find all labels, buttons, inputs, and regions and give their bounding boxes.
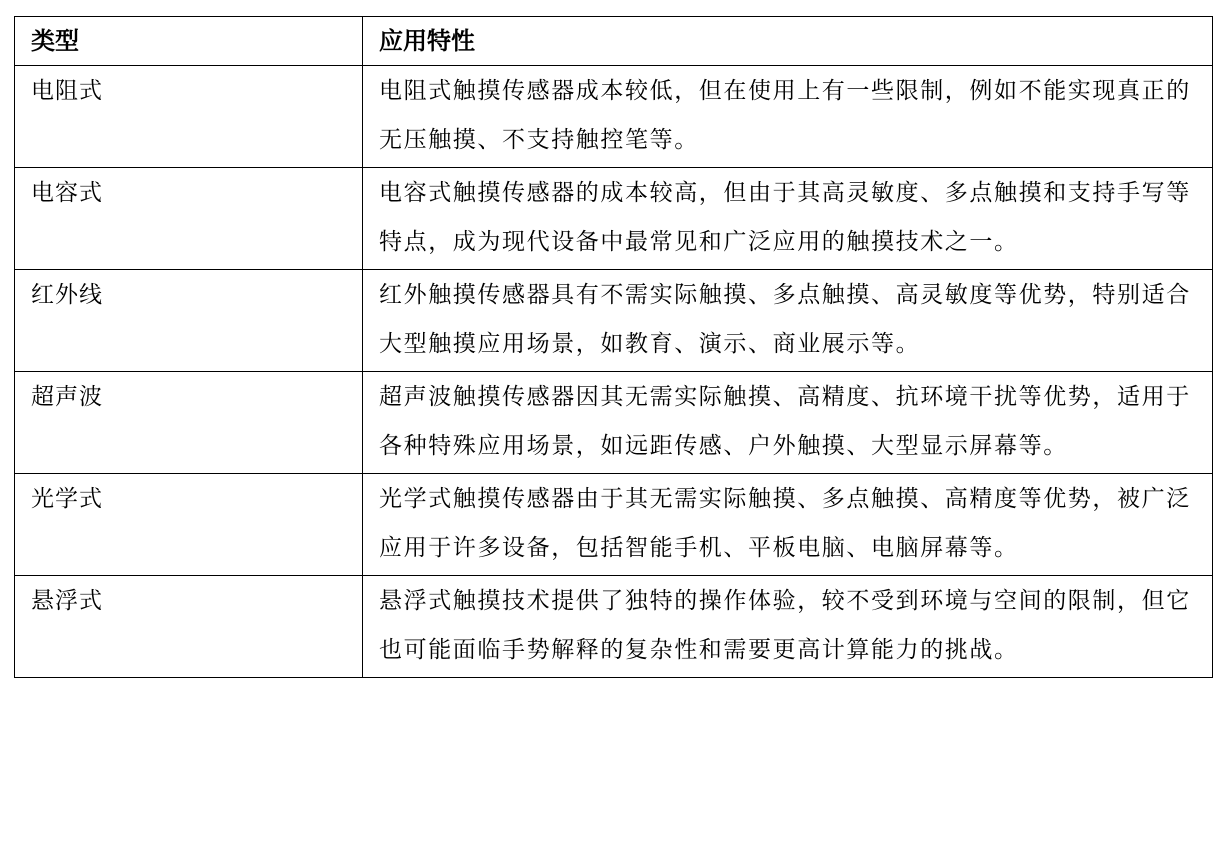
touch-sensor-table [14,16,1213,678]
type-cell [15,372,363,474]
header-feature [363,17,1213,66]
feature-cell [363,168,1213,270]
table-row [15,66,1213,168]
feature-text: 光学式触摸传感器由于其无需实际触摸、多点触摸、高精度等优势，被广泛应用于许多设备，包括智能手机、平板电脑、电脑屏幕等。 [379,486,1191,561]
type-text: 电阻式 [31,78,103,104]
table-row [15,270,1213,372]
feature-text: 超声波触摸传感器因其无需实际触摸、高精度、抗环境干扰等优势，适用于各种特殊应用场景，如远距传感、户外触摸、大型显示屏幕等。 [379,384,1191,459]
type-cell [15,270,363,372]
feature-text: 红外触摸传感器具有不需实际触摸、多点触摸、高灵敏度等优势，特别适合大型触摸应用场景，如教育、演示、商业展示等。 [379,282,1191,357]
feature-text: 电容式触摸传感器的成本较高，但由于其高灵敏度、多点触摸和支持手写等特点，成为现代设备中最常见和广泛应用的触摸技术之一。 [379,180,1191,255]
feature-text: 悬浮式触摸技术提供了独特的操作体验，较不受到环境与空间的限制，但它也可能面临手势解释的复杂性和需要更高计算能力的挑战。 [379,588,1191,663]
table-row [15,576,1213,678]
document-page [14,16,1212,678]
feature-cell [363,474,1213,576]
type-text: 光学式 [31,486,103,512]
header-feature-label: 应用特性 [379,27,475,55]
feature-cell [363,270,1213,372]
type-cell [15,576,363,678]
type-cell [15,168,363,270]
feature-text: 电阻式触摸传感器成本较低，但在使用上有一些限制，例如不能实现真正的无压触摸、不支持触控笔等。 [379,78,1191,153]
type-text: 电容式 [31,180,103,206]
feature-cell [363,66,1213,168]
type-text: 红外线 [31,282,103,308]
header-row [15,17,1213,66]
feature-cell [363,372,1213,474]
table-row [15,168,1213,270]
type-text: 超声波 [31,384,103,410]
type-text: 悬浮式 [31,588,103,614]
feature-cell [363,576,1213,678]
table-row [15,474,1213,576]
type-cell [15,66,363,168]
header-type-label: 类型 [31,27,79,55]
table-row [15,372,1213,474]
type-cell [15,474,363,576]
header-type [15,17,363,66]
